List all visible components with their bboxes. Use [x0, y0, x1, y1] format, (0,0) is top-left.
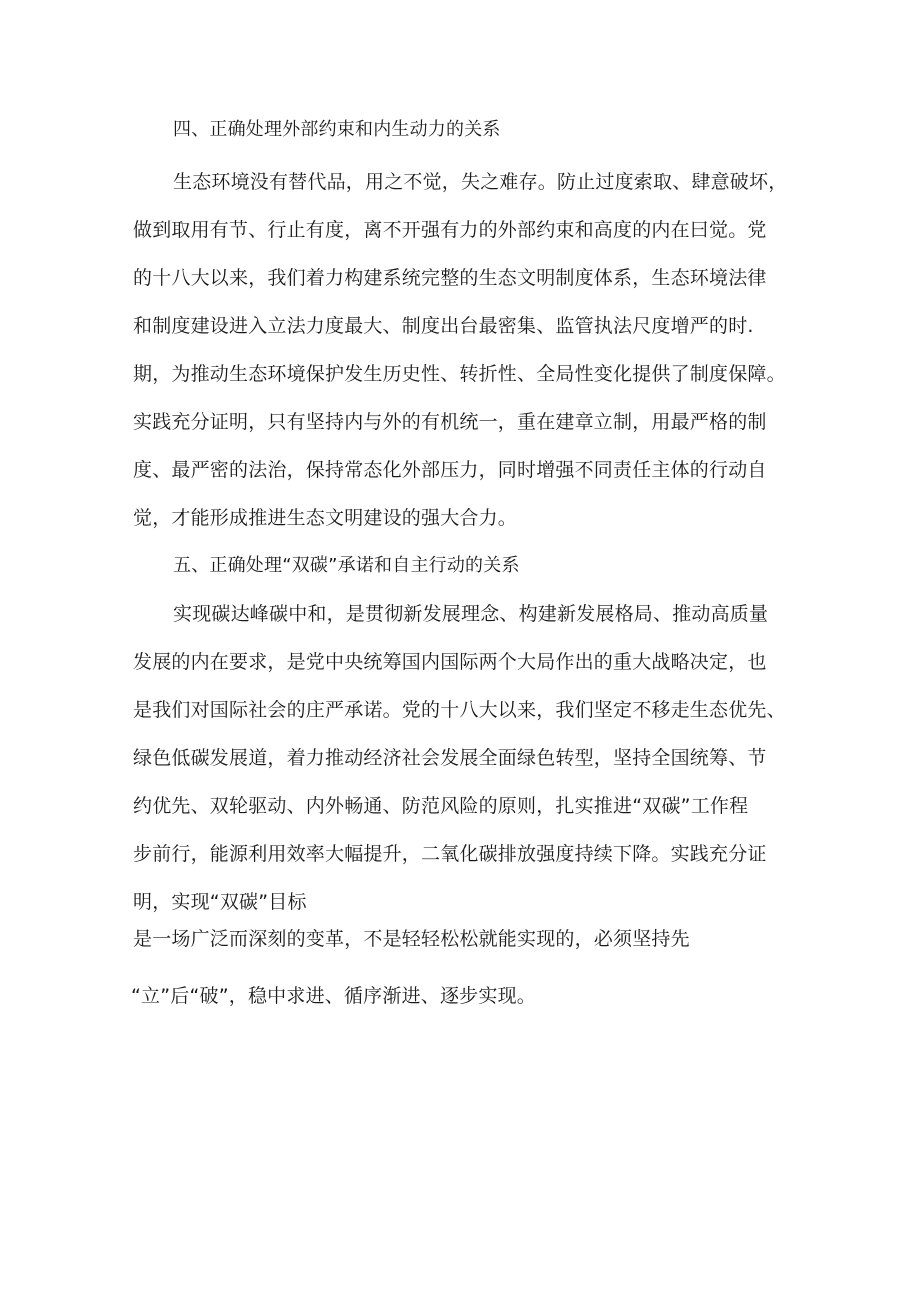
section-5-line-2: 发展的内在要求，是党中央统筹国内国际两个大局作出的重大战略决定，也 [133, 651, 767, 673]
section-4-line-8: 觉，才能形成推进生态文明建设的强大合力。 [133, 507, 518, 529]
section-4-line-4: 和制度建设进入立法力度最大、制度出台最密集、监管执法尺度增严的时. [133, 315, 754, 337]
section-4-line-7: 度、最严密的法治，保持常态化外部压力，同时增强不同责任主体的行动自 [133, 459, 767, 481]
section-5-line-3: 是我们对国际社会的庄严承诺。党的十八大以来，我们坚定不移走生态优先、 [133, 699, 786, 721]
section-5-line-7: 明，实现“双碳”目标 [133, 891, 307, 913]
section-5-line-1: 实现碳达峰碳中和，是贯彻新发展理念、构建新发展格局、推动高质量 [173, 603, 769, 625]
section-5-line-6: 步前行，能源利用效率大幅提升，二氧化碳排放强度持续下降。实践充分证 [133, 843, 767, 865]
section-5-line-9: “立”后“破”，稳中求进、循序渐进、逐步实现。 [131, 985, 536, 1007]
section-5-line-4: 绿色低碳发展道，着力推动经济社会发展全面绿色转型，坚持全国统筹、节 [133, 747, 767, 769]
section-4-line-1: 生态环境没有替代品，用之不觉，失之难存。防止过度索取、肆意破坏， [173, 171, 788, 193]
section-5-line-8: 是一场广泛而深刻的变革，不是轻轻松松就能实现的，必须坚持先 [133, 928, 690, 950]
section-4-line-3: 的十八大以来，我们着力构建系统完整的生态文明制度体系，生态环境法律 [133, 267, 767, 289]
section-4-line-2: 做到取用有节、行止有度，离不开强有力的外部约束和高度的内在曰觉。党 [133, 219, 767, 241]
section-4-heading: 四、正确处理外部约束和内生动力的关系 [173, 119, 501, 140]
section-4-line-6: 实践充分证明，只有坚持内与外的有机统一，重在建章立制，用最严格的制 [133, 411, 767, 433]
section-5-heading: 五、正确处理“双碳”承诺和自主行动的关系 [173, 555, 520, 576]
section-4-line-5: 期，为推动生态环境保护发生历史性、转折性、全局性变化提供了制度保障。 [133, 363, 786, 385]
section-5-line-5: 约优先、双轮驱动、内外畅通、防范风险的原则，扎实推进“双碳”工作程 [133, 795, 749, 817]
